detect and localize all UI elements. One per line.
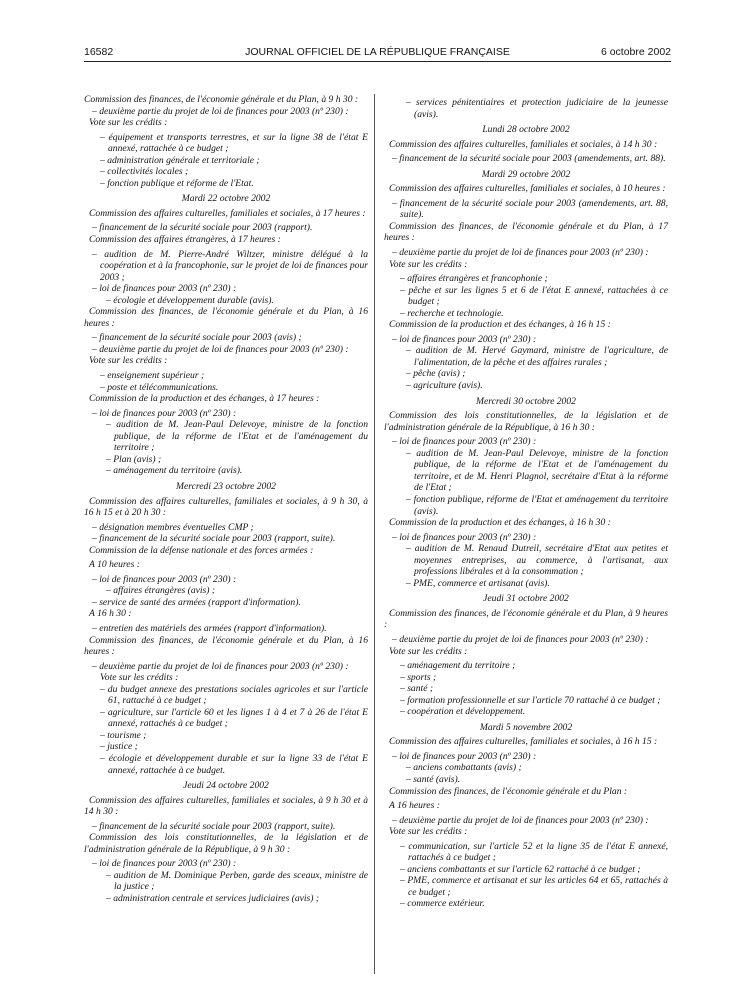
paragraph: Vote sur les crédits : [389, 826, 468, 838]
date-heading: Mardi 29 octobre 2002 [481, 168, 571, 180]
list-item: – coopération et développement. [400, 706, 526, 718]
list-item: – loi de finances pour 2003 (nº 230) : [392, 333, 537, 345]
list-item: – audition de M. Hervé Gaymard, ministre de l'agriculture, de l'alimentation, de la pêche et des affaires rurales ; [406, 345, 668, 368]
list-item: – deuxième partie du projet de loi de finances pour 2003 (nº 230) : [92, 343, 349, 355]
paragraph: A 16 h 30 : [89, 608, 132, 620]
list-item: – administration générale et territoriale ; [100, 154, 260, 166]
paragraph: Commission des finances, de l'économie générale et du Plan : [389, 785, 628, 797]
list-item: – formation professionnelle et sur l'article 70 rattaché à ce budget ; [400, 694, 661, 706]
paragraph: Commission des finances, de l'économie générale et du Plan, à 9 h 30 : [84, 94, 359, 105]
paragraph: Vote sur les crédits : [89, 355, 168, 367]
list-item: – PME, commerce et artisanat (avis). [406, 577, 550, 589]
left-column [84, 94, 368, 905]
paragraph: Commission des lois constitutionnelles, de la législation et de l'administration générale de la République, à 16 h 30 : [384, 410, 668, 433]
paragraph: Commission des finances, de l'économie générale et du Plan, à 16 heures : [84, 634, 368, 658]
list-item: – écologie et développement durable (avis). [106, 294, 274, 306]
list-item: – financement de la sécurité sociale pour 2003 (rapport, suite). [92, 533, 336, 545]
list-item: – administration centrale et services judiciaires (avis) ; [106, 893, 320, 904]
issue-date: 6 octobre 2002 [600, 46, 671, 58]
list-item: – financement de la sécurité sociale pour 2003 (rapport, suite). [92, 820, 336, 832]
right-column [384, 97, 668, 910]
list-item: – loi de finances pour 2003 (nº 230) : [392, 531, 537, 543]
list-item: – deuxième partie du projet de loi de finances pour 2003 (nº 230) : [392, 247, 649, 259]
paragraph: Commission de la production et des échanges, à 17 heures : [89, 393, 320, 405]
paragraph: Commission des lois constitutionnelles, de la législation et de l'administration générale de la République, à 9 h 30 : [84, 832, 368, 855]
paragraph: Commission des affaires culturelles, familiales et sociales, à 9 h 30, à 16 h 15 et à 20 h 30 : [84, 495, 368, 519]
column-separator [374, 94, 375, 974]
list-item: – loi de finances pour 2003 (nº 230) : [92, 283, 237, 295]
list-item: – audition de M. Jean-Paul Delevoye, ministre de la fonction publique, de la réforme de l'Etat et de l'aménagement du territoire, et de M. Henri Plagnol, secrétaire d'Etat à la réforme de l'Etat ; [406, 447, 668, 494]
list-item: – deuxième partie du projet de loi de finances pour 2003 (nº 230) : [392, 814, 649, 826]
date-heading: Jeudi 24 octobre 2002 [183, 780, 269, 792]
list-item: – PME, commerce et artisanat et sur les articles 64 et 65, rattachés à ce budget ; [400, 875, 668, 898]
list-item: – aménagement du territoire (avis). [106, 465, 243, 477]
date-heading: Lundi 28 octobre 2002 [482, 124, 570, 136]
list-item: – collectivités locales ; [100, 166, 189, 178]
paragraph: Vote sur les crédits : [389, 645, 468, 657]
list-item: – équipement et transports terrestres, et sur la ligne 38 de l'état E annexé, rattachée à ce budget ; [100, 131, 368, 155]
list-item: – poste et télécommunications. [100, 381, 219, 393]
paragraph: Commission des finances, de l'économie générale et du Plan, à 9 heures : [384, 607, 668, 631]
list-item: – financement de la sécurité sociale pour 2003 (amendements, art. 88, suite). [392, 197, 668, 221]
paragraph: Commission de la production et des échanges, à 16 h 30 : [389, 517, 611, 529]
list-item: – audition de M. Jean-Paul Delevoye, ministre de la fonction publique, de la réforme de l'Etat et de l'aménagement du territoire ; [106, 419, 368, 454]
list-item: – deuxième partie du projet de loi de finances pour 2003 (nº 230) : [92, 660, 349, 672]
list-item: – fonction publique, réforme de l'Etat et aménagement du territoire (avis). [406, 493, 668, 517]
paragraph: Commission des affaires culturelles, familiales et sociales, à 10 heures : [389, 183, 666, 195]
list-item: – communication, sur l'article 52 et la ligne 35 de l'état E annexé, rattachés à ce budget ; [400, 840, 668, 864]
list-item: – santé ; [400, 683, 434, 695]
list-item: – affaires étrangères (avis) ; [106, 585, 216, 597]
paragraph: A 16 heures : [389, 800, 440, 812]
list-item: Vote sur les crédits : [100, 672, 179, 684]
list-item: – financement de la sécurité sociale pour 2003 (amendements, art. 88). [392, 153, 666, 165]
list-item: – services pénitentiaires et protection judiciaire de la jeunesse (avis). [406, 97, 668, 120]
paragraph: Commission de la production et des échanges, à 16 h 15 : [389, 319, 611, 331]
header-rule [84, 61, 671, 62]
list-item: – agriculture (avis). [406, 380, 483, 392]
list-item: – commerce extérieur. [400, 898, 485, 910]
journal-title: JOURNAL OFFICIEL DE LA RÉPUBLIQUE FRANÇAISE [245, 46, 510, 58]
paragraph: Commission des affaires culturelles, familiales et sociales, à 16 h 15 : [389, 736, 658, 748]
paragraph: Commission des affaires culturelles, familiales et sociales, à 9 h 30 et à 14 h 30 : [84, 794, 368, 818]
list-item: – aménagement du territoire ; [400, 660, 516, 672]
list-item: – écologie et développement durable et sur la ligne 33 de l'état E annexé, rattachée à ce budget. [100, 752, 368, 776]
paragraph: Commission des affaires culturelles, familiales et sociales, à 17 heures : [89, 207, 366, 219]
list-item: – anciens combattants (avis) ; [406, 762, 522, 774]
date-heading: Mercredi 30 octobre 2002 [476, 395, 576, 407]
paragraph: Vote sur les crédits : [389, 258, 468, 270]
list-item: – audition de M. Pierre-André Wiltzer, ministre délégué à la coopération et à la francophonie, sur le projet de loi de finances pour 2003 ; [92, 248, 368, 283]
list-item: – justice ; [100, 741, 138, 753]
list-item: – désignation membres éventuelles CMP ; [92, 521, 254, 533]
paragraph: A 10 heures : [89, 559, 140, 571]
list-item: – fonction publique et réforme de l'Etat. [100, 177, 254, 189]
paragraph: Commission des affaires étrangères, à 17 heures : [89, 234, 281, 246]
date-heading: Mardi 5 novembre 2002 [479, 721, 573, 733]
list-item: – deuxième partie du projet de loi de finances pour 2003 (nº 230) : [92, 105, 349, 117]
list-item: – recherche et technologie. [400, 307, 504, 319]
paragraph: Commission des finances, de l'économie générale et du Plan, à 16 heures : [84, 306, 368, 329]
list-item: – loi de finances pour 2003 (nº 230) : [392, 436, 537, 448]
list-item: – loi de finances pour 2003 (nº 230) : [392, 750, 537, 762]
list-item: – pêche et sur les lignes 5 et 6 de l'état E annexé, rattachées à ce budget ; [400, 284, 668, 308]
paragraph: Commission des finances, de l'économie générale et du Plan, à 17 heures : [384, 220, 668, 244]
paragraph: Vote sur les crédits : [89, 117, 168, 129]
list-item: – tourisme ; [100, 729, 147, 741]
list-item: – affaires étrangères et francophonie ; [400, 273, 548, 285]
date-heading: Jeudi 31 octobre 2002 [483, 593, 569, 605]
list-item: – loi de finances pour 2003 (nº 230) : [92, 573, 237, 585]
list-item: – anciens combattants et sur l'article 62 rattaché à ce budget ; [400, 863, 641, 875]
list-item: – loi de finances pour 2003 (nº 230) : [92, 407, 237, 419]
list-item: – du budget annexe des prestations sociales agricoles et sur l'article 61, rattaché à ce budget ; [100, 683, 368, 707]
list-item: – sports ; [400, 671, 437, 683]
list-item: – financement de la sécurité sociale pour 2003 (avis) ; [92, 332, 302, 344]
page-number: 16582 [84, 46, 114, 58]
list-item: – deuxième partie du projet de loi de finances pour 2003 (nº 230) : [392, 633, 649, 645]
list-item: – service de santé des armées (rapport d'information). [92, 596, 301, 608]
list-item: – enseignement supérieur ; [100, 370, 205, 382]
list-item: – pêche (avis) ; [406, 368, 466, 380]
list-item: – loi de finances pour 2003 (nº 230) : [92, 858, 237, 870]
list-item: – entretien des matériels des armées (rapport d'information). [92, 622, 327, 634]
date-heading: Mardi 22 octobre 2002 [181, 193, 271, 205]
paragraph: Commission des affaires culturelles, familiales et sociales, à 14 h 30 : [389, 138, 658, 150]
list-item: – audition de M. Renaud Dutreil, secrétaire d'Etat aux petites et moyennes entreprises, au commerce, à l'artisanat, aux professions libérales et à la consommation ; [406, 543, 668, 578]
list-item: – santé (avis). [406, 773, 461, 785]
page-header [84, 46, 671, 62]
list-item: – audition de M. Dominique Perben, garde des sceaux, ministre de la justice ; [106, 869, 368, 893]
paragraph: Commission de la défense nationale et des forces armées : [89, 544, 314, 556]
list-item: – agriculture, sur l'article 60 et les lignes 1 à 4 et 7 à 26 de l'état E annexé, rattachés à ce budget ; [100, 706, 368, 730]
list-item: – financement de la sécurité sociale pour 2003 (rapport). [92, 222, 313, 234]
date-heading: Mercredi 23 octobre 2002 [176, 480, 276, 492]
list-item: – Plan (avis) ; [106, 453, 162, 465]
